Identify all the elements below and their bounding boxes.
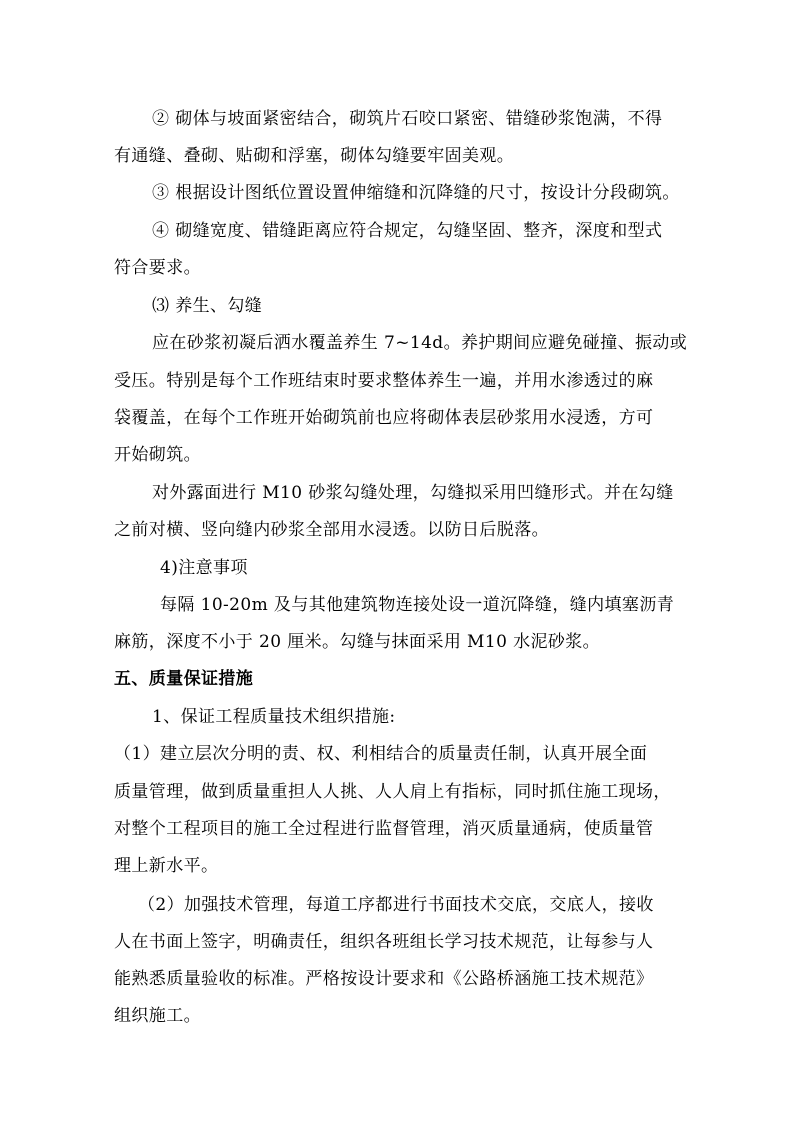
paragraph-line-19: 质量管理，做到质量重担人人挑、人人肩上有指标，同时抓住施工现场，: [114, 782, 671, 802]
subheading-curing-jointing: ⑶ 养生、勾缝: [152, 296, 263, 316]
paragraph-line-25: 组织施工。: [114, 1006, 201, 1026]
paragraph-line-1: ② 砌体与坡面紧密结合，砌筑片石咬口紧密、错缝砂浆饱满，不得: [152, 109, 663, 129]
paragraph-line-24: 能熟悉质量验收的标准。严格按设计要求和《公路桥涵施工技术规范》: [114, 969, 654, 989]
paragraph-line-10: 开始砌筑。: [114, 445, 201, 465]
paragraph-line-3: ③ 根据设计图纸位置设置伸缩缝和沉降缝的尺寸，按设计分段砌筑。: [152, 183, 680, 203]
paragraph-line-14: 每隔 10-20m 及与其他建筑物连接处设一道沉降缝，缝内填塞沥青: [160, 595, 675, 615]
paragraph-line-11: 对外露面进行 M10 砂浆勾缝处理，勾缝拟采用凹缝形式。并在勾缝: [152, 483, 674, 503]
paragraph-line-7: 应在砂浆初凝后洒水覆盖养生 7~14d。养护期间应避免碰撞、振动或: [152, 333, 688, 353]
subheading-notes: 4)注意事项: [160, 558, 248, 578]
paragraph-line-2: 有通缝、叠砌、贴砌和浮塞，砌体勾缝要牢固美观。: [114, 146, 515, 166]
paragraph-line-8: 受压。特别是每个工作班结束时要求整体养生一遍，并用水渗透过的麻: [114, 371, 654, 391]
paragraph-line-12: 之前对横、竖向缝内砂浆全部用水浸透。以防日后脱落。: [114, 520, 549, 540]
paragraph-line-9: 袋覆盖，在每个工作班开始砌筑前也应将砌体表层砂浆用水浸透，方可: [114, 408, 654, 428]
paragraph-line-15: 麻筋，深度不小于 20 厘米。勾缝与抹面采用 M10 水泥砂浆。: [114, 632, 601, 652]
section-heading-quality: 五、质量保证措施: [114, 669, 254, 689]
subheading-quality-measures: 1、保证工程质量技术组织措施:: [152, 707, 396, 727]
paragraph-line-5: 符合要求。: [114, 258, 201, 278]
paragraph-line-22: （2）加强技术管理，每道工序都进行书面技术交底，交底人，接收: [138, 895, 654, 915]
paragraph-line-20: 对整个工程项目的施工全过程进行监督管理，消灭质量通病，使质量管: [114, 819, 654, 839]
paragraph-line-21: 理上新水平。: [114, 856, 219, 876]
paragraph-line-4: ④ 砌缝宽度、错缝距离应符合规定，勾缝坚固、整齐，深度和型式: [152, 221, 663, 241]
paragraph-line-18: （1）建立层次分明的责、权、利相结合的质量责任制，认真开展全面: [114, 744, 648, 764]
paragraph-line-23: 人在书面上签字，明确责任，组织各班组长学习技术规范，让每参与人: [114, 932, 654, 952]
